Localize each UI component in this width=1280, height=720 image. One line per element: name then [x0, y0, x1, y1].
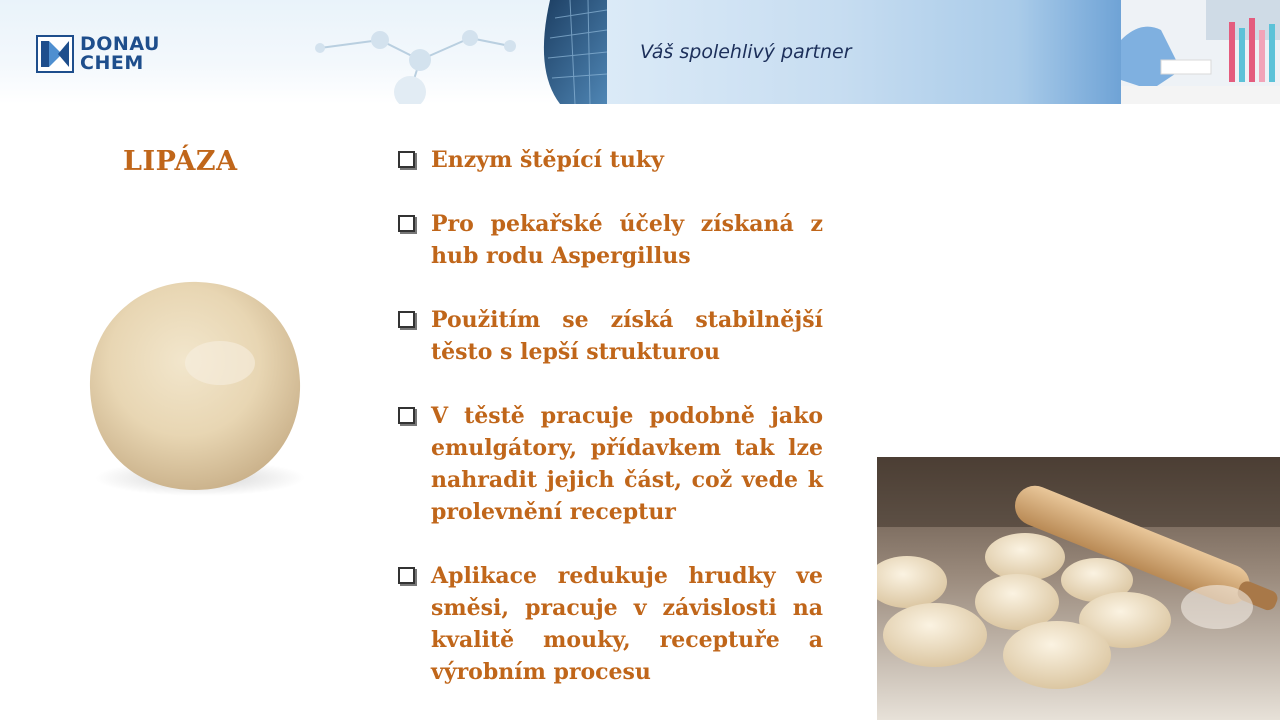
bullet-text: Enzym štěpící tuky	[431, 147, 664, 173]
donau-chem-logo-icon	[36, 35, 74, 73]
bullet-item	[395, 400, 823, 528]
molecule-graphic-icon	[300, 0, 540, 104]
logo-text	[80, 35, 160, 73]
dough-ball-image	[80, 278, 310, 498]
bullet-item	[395, 144, 823, 176]
bullet-item	[395, 208, 823, 272]
bullet-text: Pro pekařské účely získaná z hub rodu Aspergillus	[431, 211, 823, 269]
checkbox-icon	[398, 151, 415, 168]
bullet-list	[395, 144, 823, 720]
header-banner	[0, 0, 1280, 104]
logo-line-2: CHEM	[80, 52, 144, 74]
checkbox-icon	[398, 215, 415, 232]
bullet-item	[395, 560, 823, 688]
bullet-text: V těstě pracuje podobně jako emulgátory, přídavkem tak lze nahradit jejich část, což vede k prolevnění receptur	[431, 403, 823, 525]
bullet-text: Aplikace redukuje hrudky ve směsi, pracuje v závislosti na kvalitě mouky, receptuře a výrobním procesu	[431, 563, 823, 685]
logo-line-1: DONAU	[80, 33, 160, 55]
bread-rolls-photo	[877, 457, 1280, 720]
checkbox-icon	[398, 407, 415, 424]
tagline: Váš spolehlivý partner	[640, 41, 852, 63]
lab-scene-icon	[1121, 0, 1280, 104]
checkbox-icon	[398, 311, 415, 328]
lab-photo	[1121, 0, 1280, 104]
bullet-text: Použitím se získá stabilnější těsto s lepší strukturou	[431, 307, 823, 365]
company-logo	[36, 33, 160, 75]
page-title: LIPÁZA	[123, 146, 238, 177]
bullet-item	[395, 304, 823, 368]
checkbox-icon	[398, 567, 415, 584]
glass-building-icon	[530, 0, 607, 104]
